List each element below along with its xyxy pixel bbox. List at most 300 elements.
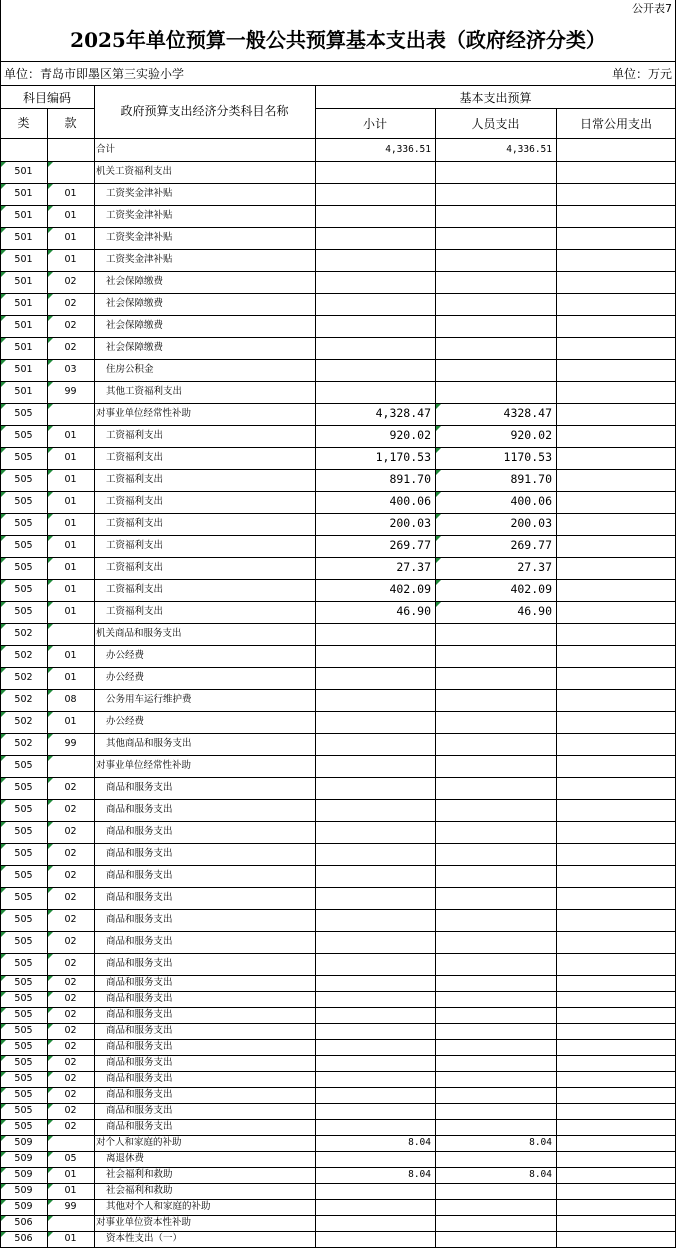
cell-kuan: 99 xyxy=(64,386,77,397)
cell-marker xyxy=(48,580,53,585)
cell-kuan: 02 xyxy=(64,870,77,881)
cell-kuan: 01 xyxy=(64,650,77,661)
cell-lei: 506 xyxy=(14,1217,33,1228)
cell-marker xyxy=(1,1008,6,1013)
cell-subtotal: 269.77 xyxy=(389,538,431,552)
cell-lei: 505 xyxy=(14,782,33,793)
cell-marker xyxy=(48,844,53,849)
header-basic-group: 基本支出预算 xyxy=(459,91,532,105)
cell-kuan: 02 xyxy=(64,958,77,969)
cell-marker xyxy=(436,514,441,519)
cell-kuan: 01 xyxy=(64,672,77,683)
cell-name: 商品和服务支出 xyxy=(106,914,173,925)
cell-kuan: 01 xyxy=(64,606,77,617)
cell-marker xyxy=(1,734,6,739)
cell-name: 离退休费 xyxy=(106,1153,145,1164)
cell-marker xyxy=(48,228,53,233)
cell-lei: 505 xyxy=(14,848,33,859)
cell-name: 公务用车运行维护费 xyxy=(106,694,192,705)
cell-marker xyxy=(436,558,441,563)
cell-name: 商品和服务支出 xyxy=(106,804,173,815)
cell-marker xyxy=(436,448,441,453)
cell-kuan: 02 xyxy=(64,782,77,793)
cell-marker xyxy=(48,992,53,997)
cell-lei: 501 xyxy=(14,254,33,265)
cell-personnel: 4328.47 xyxy=(503,406,552,420)
vline-personnel-daily xyxy=(556,108,557,1247)
cell-name: 其他对个人和家庭的补助 xyxy=(106,1201,211,1212)
cell-kuan: 02 xyxy=(64,826,77,837)
header-code-group: 科目编码 xyxy=(22,91,71,105)
hline-row xyxy=(0,645,676,646)
cell-name: 办公经费 xyxy=(106,716,145,727)
cell-name: 商品和服务支出 xyxy=(106,1009,173,1020)
cell-marker xyxy=(1,492,6,497)
cell-marker xyxy=(1,668,6,673)
cell-name: 商品和服务支出 xyxy=(106,870,173,881)
cell-lei: 505 xyxy=(14,584,33,595)
cell-marker xyxy=(48,954,53,959)
cell-marker xyxy=(48,272,53,277)
cell-personnel: 269.77 xyxy=(510,538,552,552)
hline-row xyxy=(0,1215,676,1216)
cell-name: 工资奖金津补贴 xyxy=(106,232,173,243)
unit-of-measure: 单位：万元 xyxy=(611,67,672,81)
cell-lei: 505 xyxy=(14,452,33,463)
cell-marker xyxy=(48,668,53,673)
cell-kuan: 01 xyxy=(64,496,77,507)
hline-header-top xyxy=(0,85,676,86)
hline-row xyxy=(0,931,676,932)
cell-kuan: 02 xyxy=(64,298,77,309)
cell-subtotal: 8.04 xyxy=(408,1169,431,1180)
cell-lei: 501 xyxy=(14,320,33,331)
cell-marker xyxy=(48,734,53,739)
cell-subtotal: 27.37 xyxy=(396,560,431,574)
cell-marker xyxy=(48,624,53,629)
cell-marker xyxy=(48,162,53,167)
cell-lei: 505 xyxy=(14,760,33,771)
hline-row xyxy=(0,513,676,514)
cell-marker xyxy=(1,1024,6,1029)
hline-row xyxy=(0,975,676,976)
cell-lei: 505 xyxy=(14,977,33,988)
hline-row xyxy=(0,601,676,602)
cell-name: 对事业单位经常性补助 xyxy=(96,760,192,771)
hline-row xyxy=(0,865,676,866)
cell-marker xyxy=(1,206,6,211)
cell-marker xyxy=(1,184,6,189)
cell-marker xyxy=(1,1136,6,1141)
cell-lei: 505 xyxy=(14,1121,33,1132)
cell-lei: 505 xyxy=(14,474,33,485)
cell-name: 工资福利支出 xyxy=(106,496,164,507)
cell-marker xyxy=(48,558,53,563)
cell-lei: 505 xyxy=(14,958,33,969)
header-personnel: 人员支出 xyxy=(471,117,520,131)
cell-marker xyxy=(48,1024,53,1029)
vline-name-subtotal xyxy=(315,85,316,1247)
cell-name: 工资奖金津补贴 xyxy=(106,188,173,199)
cell-marker xyxy=(48,932,53,937)
header-subtotal: 小计 xyxy=(362,117,387,131)
cell-lei: 501 xyxy=(14,342,33,353)
cell-marker xyxy=(1,1184,6,1189)
hline-row xyxy=(0,1007,676,1008)
cell-kuan: 02 xyxy=(64,936,77,947)
cell-kuan: 02 xyxy=(64,1105,77,1116)
cell-marker xyxy=(1,1168,6,1173)
cell-name: 合计 xyxy=(96,144,116,155)
cell-marker xyxy=(1,514,6,519)
cell-subtotal: 400.06 xyxy=(389,494,431,508)
cell-kuan: 01 xyxy=(64,474,77,485)
cell-lei: 501 xyxy=(14,386,33,397)
hline-row xyxy=(0,821,676,822)
cell-lei: 501 xyxy=(14,276,33,287)
cell-kuan: 01 xyxy=(64,518,77,529)
cell-marker xyxy=(1,404,6,409)
cell-lei: 505 xyxy=(14,540,33,551)
cell-kuan: 01 xyxy=(64,254,77,265)
cell-marker xyxy=(1,448,6,453)
cell-marker xyxy=(48,646,53,651)
cell-marker xyxy=(48,1072,53,1077)
hline-row xyxy=(0,1231,676,1232)
hline-row xyxy=(0,227,676,228)
cell-marker xyxy=(436,602,441,607)
cell-marker xyxy=(436,536,441,541)
cell-lei: 505 xyxy=(14,936,33,947)
hline-row xyxy=(0,403,676,404)
hline-row xyxy=(0,1071,676,1072)
cell-marker xyxy=(48,250,53,255)
cell-name: 对个人和家庭的补助 xyxy=(96,1137,182,1148)
cell-marker xyxy=(1,580,6,585)
cell-lei: 509 xyxy=(14,1169,33,1180)
cell-kuan: 01 xyxy=(64,540,77,551)
cell-marker xyxy=(48,1200,53,1205)
cell-lei: 501 xyxy=(14,210,33,221)
hline-row xyxy=(0,1023,676,1024)
cell-name: 工资福利支出 xyxy=(106,518,164,529)
cell-kuan: 08 xyxy=(64,694,77,705)
hline-row xyxy=(0,755,676,756)
cell-marker xyxy=(436,470,441,475)
cell-marker xyxy=(1,1088,6,1093)
cell-subtotal: 402.09 xyxy=(389,582,431,596)
cell-kuan: 05 xyxy=(64,1153,77,1164)
cell-marker xyxy=(1,822,6,827)
hline-row xyxy=(0,293,676,294)
cell-kuan: 02 xyxy=(64,914,77,925)
cell-name: 资本性支出（一） xyxy=(106,1233,183,1244)
cell-marker xyxy=(48,184,53,189)
cell-marker xyxy=(48,1056,53,1061)
hline-row xyxy=(0,953,676,954)
hline-row xyxy=(0,491,676,492)
cell-kuan: 02 xyxy=(64,804,77,815)
cell-name: 住房公积金 xyxy=(106,364,154,375)
cell-name: 工资福利支出 xyxy=(106,452,164,463)
cell-name: 社会保障缴费 xyxy=(106,276,164,287)
cell-lei: 505 xyxy=(14,1089,33,1100)
cell-marker xyxy=(1,954,6,959)
hline-row xyxy=(0,557,676,558)
cell-name: 商品和服务支出 xyxy=(106,1105,173,1116)
hline-row xyxy=(0,1183,676,1184)
cell-lei: 505 xyxy=(14,562,33,573)
hline-row xyxy=(0,799,676,800)
cell-name: 商品和服务支出 xyxy=(106,1057,173,1068)
cell-marker xyxy=(1,228,6,233)
hline-row xyxy=(0,425,676,426)
cell-marker xyxy=(48,426,53,431)
cell-lei: 509 xyxy=(14,1153,33,1164)
cell-marker xyxy=(1,712,6,717)
cell-lei: 505 xyxy=(14,1057,33,1068)
cell-name: 商品和服务支出 xyxy=(106,782,173,793)
hline-row xyxy=(0,887,676,888)
hline-row xyxy=(0,843,676,844)
cell-lei: 505 xyxy=(14,408,33,419)
cell-name: 商品和服务支出 xyxy=(106,826,173,837)
cell-name: 商品和服务支出 xyxy=(106,1073,173,1084)
hline-row xyxy=(0,359,676,360)
cell-subtotal: 920.02 xyxy=(389,428,431,442)
cell-marker xyxy=(1,426,6,431)
cell-lei: 505 xyxy=(14,1025,33,1036)
cell-name: 办公经费 xyxy=(106,672,145,683)
cell-marker xyxy=(1,976,6,981)
hline-title-bottom xyxy=(0,61,676,62)
cell-marker xyxy=(48,470,53,475)
cell-kuan: 02 xyxy=(64,1121,77,1132)
cell-marker xyxy=(1,888,6,893)
cell-personnel: 200.03 xyxy=(510,516,552,530)
cell-marker xyxy=(48,1120,53,1125)
cell-marker xyxy=(48,1152,53,1157)
cell-marker xyxy=(1,1216,6,1221)
cell-marker xyxy=(1,470,6,475)
cell-marker xyxy=(1,992,6,997)
cell-kuan: 01 xyxy=(64,1169,77,1180)
header-daily: 日常公用支出 xyxy=(579,117,652,131)
cell-marker xyxy=(48,536,53,541)
cell-name: 其他工资福利支出 xyxy=(106,386,183,397)
cell-lei: 501 xyxy=(14,232,33,243)
hline-row xyxy=(0,1039,676,1040)
cell-lei: 509 xyxy=(14,1201,33,1212)
cell-marker xyxy=(436,426,441,431)
cell-marker xyxy=(436,492,441,497)
vline-subtotal-personnel xyxy=(435,108,436,1247)
cell-marker xyxy=(48,976,53,981)
cell-marker xyxy=(1,1152,6,1157)
hline-row xyxy=(0,249,676,250)
cell-name: 商品和服务支出 xyxy=(106,977,173,988)
cell-marker xyxy=(1,624,6,629)
cell-marker xyxy=(48,1088,53,1093)
cell-name: 社会保障缴费 xyxy=(106,342,164,353)
cell-lei: 505 xyxy=(14,1009,33,1020)
cell-kuan: 02 xyxy=(64,1009,77,1020)
cell-lei: 505 xyxy=(14,518,33,529)
cell-marker xyxy=(1,316,6,321)
cell-kuan: 01 xyxy=(64,452,77,463)
cell-lei: 505 xyxy=(14,870,33,881)
cell-lei: 502 xyxy=(14,738,33,749)
hline-row xyxy=(0,1119,676,1120)
page-title: 2025年单位预算一般公共预算基本支出表（政府经济分类） xyxy=(70,28,606,52)
cell-subtotal: 46.90 xyxy=(396,604,431,618)
cell-marker xyxy=(1,646,6,651)
cell-marker xyxy=(1,536,6,541)
hline-row xyxy=(0,1135,676,1136)
cell-personnel: 27.37 xyxy=(517,560,552,574)
cell-marker xyxy=(1,602,6,607)
cell-marker xyxy=(48,778,53,783)
cell-marker xyxy=(1,1104,6,1109)
cell-kuan: 02 xyxy=(64,1025,77,1036)
cell-marker xyxy=(436,404,441,409)
cell-kuan: 02 xyxy=(64,320,77,331)
cell-name: 工资福利支出 xyxy=(106,474,164,485)
hline-row xyxy=(0,991,676,992)
unit-name: 单位：青岛市即墨区第三实验小学 xyxy=(4,67,185,81)
cell-marker xyxy=(1,932,6,937)
cell-marker xyxy=(1,382,6,387)
cell-marker xyxy=(436,580,441,585)
cell-name: 商品和服务支出 xyxy=(106,993,173,1004)
hline-row xyxy=(0,667,676,668)
cell-name: 工资福利支出 xyxy=(106,606,164,617)
cell-name: 社会保障缴费 xyxy=(106,298,164,309)
cell-lei: 505 xyxy=(14,1041,33,1052)
cell-name: 商品和服务支出 xyxy=(106,1089,173,1100)
header-kuan: 款 xyxy=(64,116,77,130)
cell-personnel: 46.90 xyxy=(517,604,552,618)
cell-marker xyxy=(1,272,6,277)
cell-personnel: 400.06 xyxy=(510,494,552,508)
cell-lei: 501 xyxy=(14,188,33,199)
cell-personnel: 8.04 xyxy=(529,1169,552,1180)
cell-marker xyxy=(1,1200,6,1205)
cell-name: 商品和服务支出 xyxy=(106,848,173,859)
cell-marker xyxy=(48,1168,53,1173)
cell-name: 机关工资福利支出 xyxy=(96,166,173,177)
cell-kuan: 02 xyxy=(64,1089,77,1100)
cell-kuan: 01 xyxy=(64,210,77,221)
cell-marker xyxy=(1,1232,6,1237)
cell-marker xyxy=(48,1104,53,1109)
cell-marker xyxy=(48,756,53,761)
cell-lei: 505 xyxy=(14,1073,33,1084)
cell-kuan: 01 xyxy=(64,716,77,727)
cell-lei: 502 xyxy=(14,628,33,639)
cell-marker xyxy=(1,1120,6,1125)
cell-lei: 501 xyxy=(14,166,33,177)
cell-kuan: 02 xyxy=(64,1073,77,1084)
vline-code-name xyxy=(94,85,95,1247)
cell-lei: 501 xyxy=(14,364,33,375)
cell-marker xyxy=(48,338,53,343)
cell-marker xyxy=(1,866,6,871)
cell-kuan: 01 xyxy=(64,188,77,199)
cell-marker xyxy=(48,910,53,915)
cell-kuan: 01 xyxy=(64,1233,77,1244)
cell-kuan: 01 xyxy=(64,584,77,595)
cell-name: 商品和服务支出 xyxy=(106,1041,173,1052)
cell-kuan: 03 xyxy=(64,364,77,375)
cell-kuan: 01 xyxy=(64,430,77,441)
cell-kuan: 99 xyxy=(64,738,77,749)
cell-marker xyxy=(48,448,53,453)
cell-marker xyxy=(1,844,6,849)
cell-marker xyxy=(48,1232,53,1237)
cell-name: 工资福利支出 xyxy=(106,430,164,441)
cell-kuan: 02 xyxy=(64,1057,77,1068)
cell-name: 商品和服务支出 xyxy=(106,936,173,947)
cell-kuan: 02 xyxy=(64,1041,77,1052)
cell-marker xyxy=(1,250,6,255)
cell-personnel: 8.04 xyxy=(529,1137,552,1148)
cell-marker xyxy=(1,1072,6,1077)
cell-lei: 509 xyxy=(14,1185,33,1196)
cell-lei: 505 xyxy=(14,430,33,441)
cell-marker xyxy=(48,690,53,695)
hline-row xyxy=(0,777,676,778)
cell-marker xyxy=(48,1136,53,1141)
cell-lei: 505 xyxy=(14,993,33,1004)
cell-kuan: 01 xyxy=(64,1185,77,1196)
cell-marker xyxy=(1,338,6,343)
cell-subtotal: 1,170.53 xyxy=(375,450,431,464)
cell-lei: 505 xyxy=(14,892,33,903)
cell-marker xyxy=(1,800,6,805)
hline-row xyxy=(0,535,676,536)
cell-name: 办公经费 xyxy=(106,650,145,661)
cell-name: 工资奖金津补贴 xyxy=(106,254,173,265)
hline-row xyxy=(0,1151,676,1152)
cell-name: 其他商品和服务支出 xyxy=(106,738,192,749)
hline-row xyxy=(0,447,676,448)
cell-marker xyxy=(48,316,53,321)
hline-row xyxy=(0,337,676,338)
cell-subtotal: 4,328.47 xyxy=(375,406,431,420)
cell-lei: 502 xyxy=(14,694,33,705)
hline-row xyxy=(0,909,676,910)
cell-personnel: 891.70 xyxy=(510,472,552,486)
cell-marker xyxy=(1,360,6,365)
cell-kuan: 01 xyxy=(64,232,77,243)
cell-subtotal: 8.04 xyxy=(408,1137,431,1148)
cell-lei: 501 xyxy=(14,298,33,309)
hline-row xyxy=(0,579,676,580)
header-name: 政府预算支出经济分类科目名称 xyxy=(120,104,289,118)
cell-marker xyxy=(48,206,53,211)
cell-name: 社会保障缴费 xyxy=(106,320,164,331)
cell-marker xyxy=(48,1040,53,1045)
cell-lei: 505 xyxy=(14,914,33,925)
hline-row xyxy=(0,271,676,272)
cell-name: 商品和服务支出 xyxy=(106,1121,173,1132)
cell-marker xyxy=(48,382,53,387)
cell-marker xyxy=(48,866,53,871)
cell-marker xyxy=(48,1008,53,1013)
cell-personnel: 1170.53 xyxy=(503,450,552,464)
cell-marker xyxy=(48,492,53,497)
